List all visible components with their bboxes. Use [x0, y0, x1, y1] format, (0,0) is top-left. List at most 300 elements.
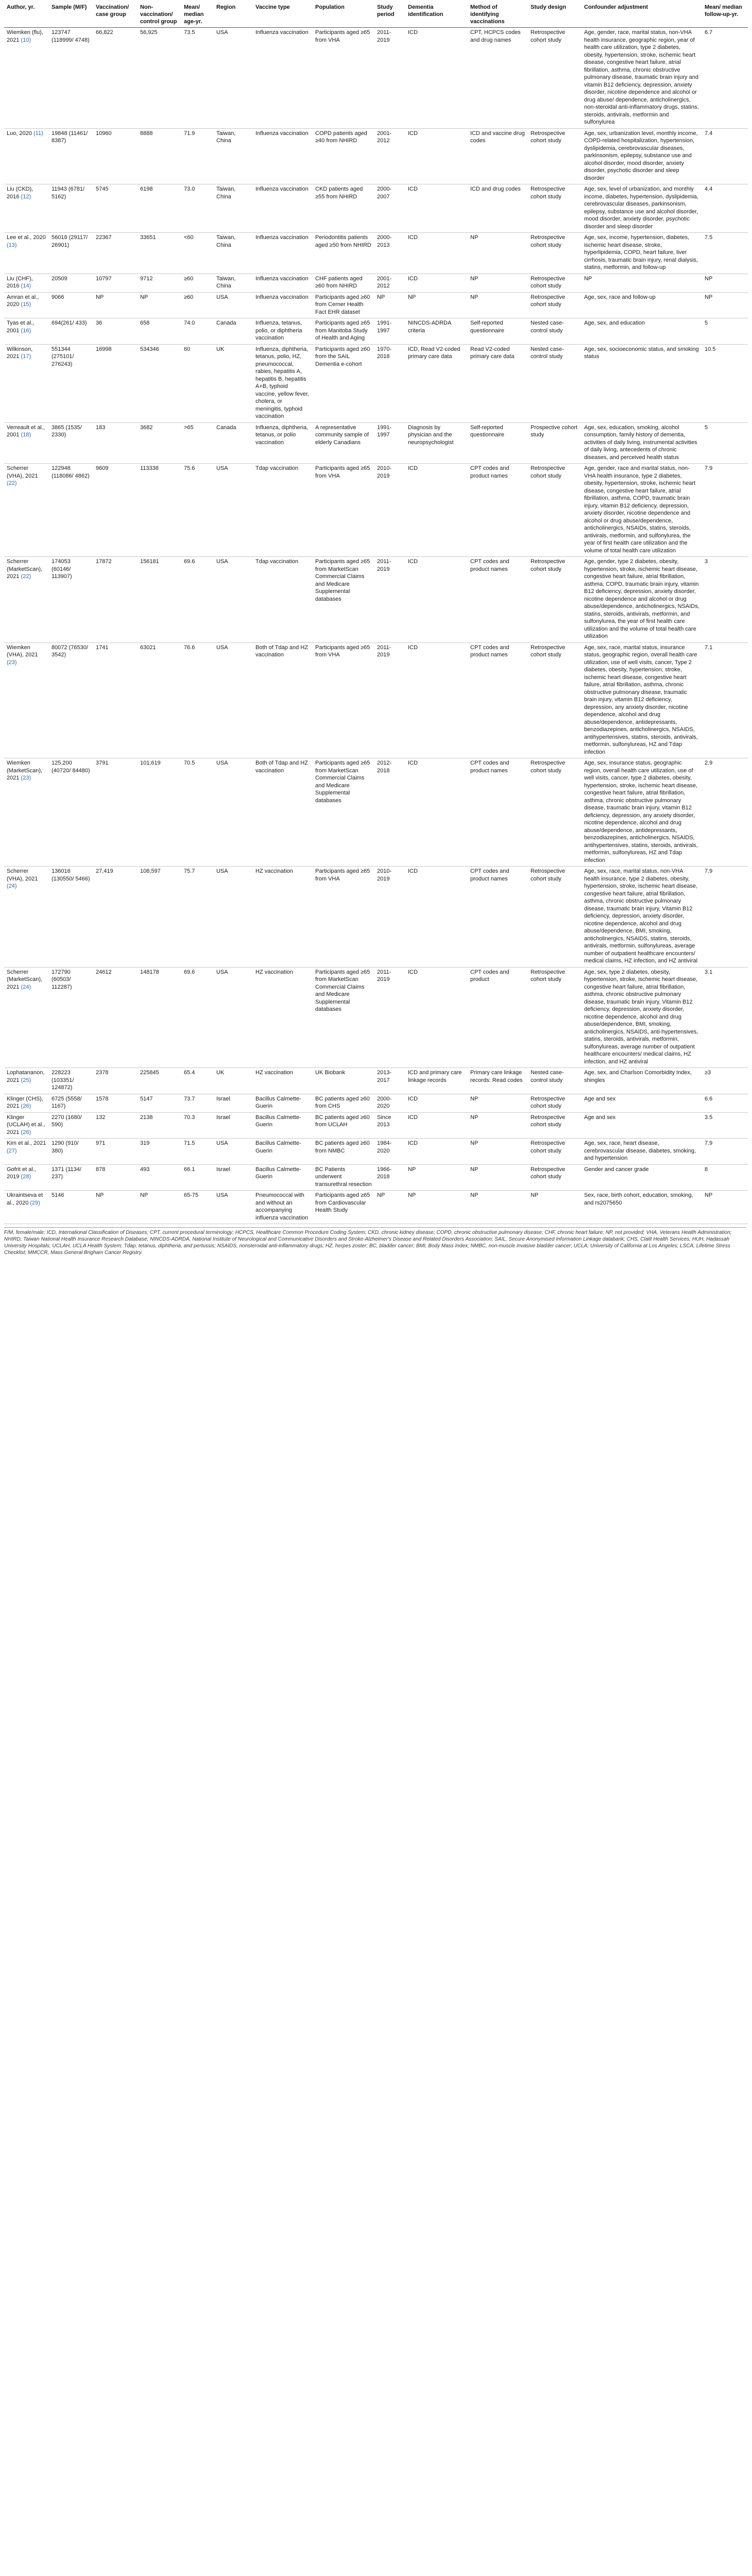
- cell-study-design: Retrospective cohort study: [528, 233, 582, 274]
- cell-case-group: NP: [93, 1191, 138, 1224]
- study-characteristics-table: [4, 2, 748, 1224]
- cell-age: ≥60: [181, 274, 214, 292]
- cell-vaccine-type: HZ vaccination: [253, 867, 313, 968]
- table-header-row: [4, 2, 748, 28]
- cell-sample: 125,200 (40720/ 84480): [49, 758, 93, 867]
- cell-age: 69.6: [181, 967, 214, 1068]
- cell-population: Participants aged ≥60 from the SAIL Dementia e-cohort: [313, 344, 374, 422]
- cell-follow-up: 3.5: [702, 1112, 748, 1139]
- cell-sample: 56018 (29117/ 26901): [49, 233, 93, 274]
- cell-sample: 122948 (118086/ 4862): [49, 464, 93, 557]
- cell-control-group: 5147: [138, 1094, 181, 1112]
- cell-sample: 1371 (1134/ 237): [49, 1164, 93, 1191]
- header-vaccine-type: Vaccine type: [253, 2, 313, 28]
- cell-follow-up: 7.9: [702, 1139, 748, 1165]
- cell-vaccination-method: CPT codes and product names: [468, 557, 528, 643]
- reference-link[interactable]: (15): [21, 301, 31, 308]
- cell-study-period: 2010-2019: [374, 464, 405, 557]
- cell-study-period: 1984-2020: [374, 1139, 405, 1165]
- cell-author: [4, 1094, 49, 1112]
- cell-region: Canada: [214, 422, 253, 464]
- cell-region: USA: [214, 28, 253, 129]
- cell-study-design: Retrospective cohort study: [528, 1112, 582, 1139]
- cell-vaccination-method: NP: [468, 292, 528, 318]
- cell-sample: 228223 (103351/ 124872): [49, 1068, 93, 1094]
- cell-case-group: 10797: [93, 274, 138, 292]
- cell-population: A representative community sample of elderly Canadians: [313, 422, 374, 464]
- cell-confounder-adjustment: Age and sex: [582, 1094, 702, 1112]
- cell-vaccine-type: Influenza vaccination: [253, 28, 313, 129]
- cell-study-design: Retrospective cohort study: [528, 184, 582, 233]
- cell-study-design: Nested case-control study: [528, 1068, 582, 1094]
- cell-population: Participants aged ≥65 from Manitoba Study of Health and Aging: [313, 318, 374, 345]
- cell-study-period: 1991-1997: [374, 318, 405, 345]
- cell-dementia-identification: ICD: [405, 1094, 468, 1112]
- author-name: Ukraintseva et al., 2020: [7, 1192, 43, 1206]
- cell-vaccine-type: HZ vaccination: [253, 1068, 313, 1094]
- cell-case-group: 9609: [93, 464, 138, 557]
- author-name: Kim et al., 2021: [7, 1140, 46, 1146]
- cell-dementia-identification: ICD and primary care linkage records: [405, 1068, 468, 1094]
- cell-study-period: NP: [374, 1191, 405, 1224]
- cell-follow-up: 7.5: [702, 233, 748, 274]
- cell-confounder-adjustment: Age, sex, and Charlson Comorbidity Index, shingles: [582, 1068, 702, 1094]
- cell-vaccination-method: NP: [468, 274, 528, 292]
- reference-link[interactable]: (12): [21, 193, 31, 200]
- author-name: Verreault et al., 2001: [7, 424, 45, 438]
- cell-author: [4, 464, 49, 557]
- cell-control-group: 156181: [138, 557, 181, 643]
- cell-confounder-adjustment: Age, gender, race and marital status, non-VHA health insurance, type 2 diabetes, obesity, hypertension, stroke, ischemic heart disease, congestive heart failure, atrial fibrillation, asthma, COPD, traumatic brain injury, vitamin B12 deficiency, depression, anxiety disorder, nicotine dependence and alcohol or drug abuse/dependence, anticholinergics, NSAIDs, statins, steroids, antivirals, metformin, and sulfonylurea, the year of first health care utilization and the volume of total health care utilization: [582, 464, 702, 557]
- header-age: Mean/ median age-yr.: [181, 2, 214, 28]
- cell-region: USA: [214, 758, 253, 867]
- header-follow-up: Mean/ median follow-up-yr.: [702, 2, 748, 28]
- cell-case-group: NP: [93, 292, 138, 318]
- cell-dementia-identification: ICD: [405, 867, 468, 968]
- header-region: Region: [214, 2, 253, 28]
- cell-case-group: 22367: [93, 233, 138, 274]
- reference-link[interactable]: (24): [21, 984, 31, 990]
- table-row: [4, 1068, 748, 1094]
- cell-dementia-identification: ICD: [405, 28, 468, 129]
- table-row: [4, 28, 748, 129]
- cell-region: USA: [214, 867, 253, 968]
- cell-follow-up: 8: [702, 1164, 748, 1191]
- cell-confounder-adjustment: Gender and cancer grade: [582, 1164, 702, 1191]
- cell-vaccination-method: CPT codes and product names: [468, 642, 528, 758]
- cell-sample: 5146: [49, 1191, 93, 1224]
- cell-confounder-adjustment: Age, gender, type 2 diabetes, obesity, hypertension, stroke, ischemic heart disease, congestive heart failure, atrial fibrillation, asthma, COPD, traumatic brain injury, vitamin B12 deficiency, depression, anxiety disorder, nicotine dependence and alcohol or drug abuse/dependence, anticholinergics, NSAIDs, statins, steroids, antivirals, metformin, and sulfonylurea, the year of first health care utilization and the volume of total health care utilization: [582, 557, 702, 643]
- cell-study-period: 2001-2012: [374, 274, 405, 292]
- cell-control-group: 108,597: [138, 867, 181, 968]
- reference-link[interactable]: (29): [30, 1199, 40, 1206]
- cell-study-design: Retrospective cohort study: [528, 1094, 582, 1112]
- cell-dementia-identification: ICD: [405, 184, 468, 233]
- author-name: Wiemken (VHA), 2021: [7, 644, 38, 658]
- cell-vaccination-method: NP: [468, 1164, 528, 1191]
- cell-population: Participants aged ≥65 from MarketScan Commercial Claims and Medicare Supplemental databases: [313, 557, 374, 643]
- cell-case-group: 2378: [93, 1068, 138, 1094]
- author-name: Wiemken (flu), 2021: [7, 29, 43, 43]
- cell-confounder-adjustment: Age, sex, and education: [582, 318, 702, 345]
- reference-link[interactable]: (22): [21, 573, 31, 580]
- cell-study-design: Retrospective cohort study: [528, 642, 582, 758]
- cell-author: [4, 557, 49, 643]
- cell-population: BC patients aged ≥60 from CHS: [313, 1094, 374, 1112]
- reference-link[interactable]: (25): [21, 1077, 31, 1083]
- reference-link[interactable]: (23): [21, 775, 31, 781]
- cell-age: 66.1: [181, 1164, 214, 1191]
- cell-age: >65: [181, 422, 214, 464]
- cell-study-design: Nested case-control study: [528, 344, 582, 422]
- cell-age: 71.5: [181, 1139, 214, 1165]
- cell-control-group: NP: [138, 292, 181, 318]
- cell-age: 71.9: [181, 128, 214, 184]
- cell-sample: 9066: [49, 292, 93, 318]
- cell-vaccine-type: Bacillus Calmette-Guerin: [253, 1164, 313, 1191]
- header-confounder-adjustment: Confounder adjustment: [582, 2, 702, 28]
- cell-case-group: 3791: [93, 758, 138, 867]
- header-author: Author, yr.: [4, 2, 49, 28]
- cell-control-group: 658: [138, 318, 181, 345]
- cell-control-group: 33651: [138, 233, 181, 274]
- table-row: [4, 642, 748, 758]
- cell-case-group: 66,822: [93, 28, 138, 129]
- cell-follow-up: 5: [702, 422, 748, 464]
- cell-sample: 551344 (275101/ 276243): [49, 344, 93, 422]
- table-row: [4, 422, 748, 464]
- cell-follow-up: 6.7: [702, 28, 748, 129]
- author-name: Amran et al., 2020: [7, 294, 39, 308]
- reference-link[interactable]: (26): [21, 1129, 31, 1136]
- cell-vaccination-method: NP: [468, 1191, 528, 1224]
- cell-age: 69.6: [181, 557, 214, 643]
- cell-vaccine-type: Influenza vaccination: [253, 128, 313, 184]
- cell-case-group: 27,419: [93, 867, 138, 968]
- reference-link[interactable]: (18): [21, 432, 31, 438]
- cell-confounder-adjustment: Age, sex, urbanization level, monthly income, COPD-related hospitalization, hypertension, dyslipidemia, cerebrovascular diseases, parkinsonism, epilepsy, substance use and alcohol disorder, mood disorder, anxiety disorder, psychotic disorder and sleep disorder: [582, 128, 702, 184]
- reference-link[interactable]: (22): [7, 480, 17, 486]
- cell-population: Participants aged ≥65 from VHA: [313, 642, 374, 758]
- header-study-design: Study design: [528, 2, 582, 28]
- cell-population: Participants aged ≥65 from VHA: [313, 28, 374, 129]
- cell-dementia-identification: ICD: [405, 642, 468, 758]
- reference-link[interactable]: (24): [7, 883, 17, 889]
- cell-vaccination-method: Primary care linkage records: Read codes: [468, 1068, 528, 1094]
- cell-control-group: 225845: [138, 1068, 181, 1094]
- cell-case-group: 971: [93, 1139, 138, 1165]
- cell-author: [4, 274, 49, 292]
- reference-link[interactable]: (28): [21, 1174, 31, 1180]
- cell-age: 65.4: [181, 1068, 214, 1094]
- cell-dementia-identification: NINCDS-ADRDA criteria: [405, 318, 468, 345]
- table-row: [4, 557, 748, 643]
- cell-region: Israel: [214, 1164, 253, 1191]
- cell-confounder-adjustment: NP: [582, 274, 702, 292]
- table-row: [4, 1139, 748, 1165]
- cell-case-group: 10960: [93, 128, 138, 184]
- cell-age: 70.3: [181, 1112, 214, 1139]
- cell-case-group: 36: [93, 318, 138, 345]
- cell-follow-up: 6.6: [702, 1094, 748, 1112]
- cell-population: Participants aged ≥60 from Cerner Health Fact EHR dataset: [313, 292, 374, 318]
- cell-age: 73.0: [181, 184, 214, 233]
- reference-link[interactable]: (14): [21, 283, 31, 289]
- cell-population: Participants aged ≥65 from MarketScan Commercial Claims and Medicare Supplemental databases: [313, 758, 374, 867]
- header-vaccination-method: Method of identifying vaccinations: [468, 2, 528, 28]
- cell-control-group: NP: [138, 1191, 181, 1224]
- cell-region: UK: [214, 1068, 253, 1094]
- cell-sample: 1290 (910/ 380): [49, 1139, 93, 1165]
- cell-study-period: 2000-2020: [374, 1094, 405, 1112]
- reference-link[interactable]: (27): [7, 1147, 17, 1154]
- reference-link[interactable]: (26): [21, 1103, 31, 1109]
- cell-control-group: 56,925: [138, 28, 181, 129]
- cell-follow-up: 7.9: [702, 867, 748, 968]
- cell-dementia-identification: NP: [405, 292, 468, 318]
- cell-sample: 20509: [49, 274, 93, 292]
- cell-study-period: 2012-2018: [374, 758, 405, 867]
- cell-sample: 694(261/ 433): [49, 318, 93, 345]
- cell-vaccination-method: CPT, HCPCS codes and drug names: [468, 28, 528, 129]
- cell-author: [4, 128, 49, 184]
- table-footnote: F/M, female/male; ICD, International Classification of Diseases; CPT, current procedural terminology; HCPCS, Healthcare Common Procedure Coding System; CKD, chronic kidney disease; COPD, chronic obstructive pulmonary disease; CHF, chronic heart failure; NP, not provided; VHA, Veterans Health Administration; NHIRD, Taiwan National Health Insurance Research Database; NINCDS-ADRDA, National Institute of Neurological and Communicative Disorders and Stroke-Alzheimer's Disease and Related Disorders Association; SAIL, Secure Anonymised Information Linkage databank; CHS, Clalit Health Services; HUH, Hadassah University Hospitals; UCLAH, UCLA Health System; Tdap, tetanus, diphtheria, and pertussis; NSAIDS, nonsteroidal anti-inflammatory drugs; HZ, herpes zoster; BC, bladder cancer; BMI, Body Mass Index; NMBC, non-muscle invasive bladder cancer; UCLA, University of California at Los Angeles; LSCA, Lifetime Stress Checklist; MMCCR, Mass General Brigham Cancer Registry.: [4, 1227, 746, 1256]
- table-row: [4, 1094, 748, 1112]
- cell-vaccination-method: ICD and vaccine drug codes: [468, 128, 528, 184]
- cell-follow-up: 3.1: [702, 967, 748, 1068]
- cell-vaccine-type: HZ vaccination: [253, 967, 313, 1068]
- reference-link[interactable]: (17): [21, 353, 31, 360]
- reference-link[interactable]: (10): [21, 37, 31, 43]
- cell-region: USA: [214, 464, 253, 557]
- cell-population: CHF patients aged ≥60 from NHIRD: [313, 274, 374, 292]
- cell-region: Canada: [214, 318, 253, 345]
- cell-follow-up: 4.4: [702, 184, 748, 233]
- author-name: Scherrer (VHA), 2021: [7, 465, 38, 479]
- header-study-period: Study period: [374, 2, 405, 28]
- cell-sample: 123747 (118999/ 4748): [49, 28, 93, 129]
- cell-follow-up: 2.9: [702, 758, 748, 867]
- table-row: [4, 1164, 748, 1191]
- cell-sample: 11943 (6781/ 5162): [49, 184, 93, 233]
- cell-control-group: 101,619: [138, 758, 181, 867]
- cell-control-group: 148178: [138, 967, 181, 1068]
- cell-dementia-identification: Diagnosis by physician and the neuropsychologist: [405, 422, 468, 464]
- reference-link[interactable]: (11): [33, 130, 43, 137]
- cell-vaccine-type: Influenza vaccination: [253, 184, 313, 233]
- cell-region: USA: [214, 1191, 253, 1224]
- cell-dementia-identification: ICD: [405, 464, 468, 557]
- cell-vaccine-type: Bacillus Calmette-Guerin: [253, 1112, 313, 1139]
- cell-author: [4, 422, 49, 464]
- cell-follow-up: 7.9: [702, 464, 748, 557]
- cell-control-group: 493: [138, 1164, 181, 1191]
- cell-age: 60: [181, 344, 214, 422]
- cell-sample: 136016 (130550/ 5466): [49, 867, 93, 968]
- cell-author: [4, 1164, 49, 1191]
- cell-confounder-adjustment: Age, sex, race, marital status, non-VHA health insurance, type 2 diabetes, obesity, hypertension, stroke, ischemic heart disease, congestive heart failure, atrial fibrillation, asthma, chronic obstructive pulmonary disease, traumatic brain injury, Vitamin B12 deficiency, depression, anxiety disorder, nicotine dependence, alcohol and drug abuse/dependence, BMI, smoking, anticholinergics, NSAIDS, statins, steroids, antivirals, metformin, sulfonylureas, average number of outpatient healthcare encounters/ medical claims, HZ infection, and HZ antiviral: [582, 867, 702, 968]
- cell-region: USA: [214, 642, 253, 758]
- cell-author: [4, 1112, 49, 1139]
- cell-vaccine-type: Influenza vaccination: [253, 274, 313, 292]
- cell-author: [4, 642, 49, 758]
- cell-dementia-identification: ICD: [405, 758, 468, 867]
- cell-author: [4, 233, 49, 274]
- cell-confounder-adjustment: Age, sex, socioeconomic status, and smoking status: [582, 344, 702, 422]
- cell-case-group: 1741: [93, 642, 138, 758]
- cell-author: [4, 28, 49, 129]
- cell-study-design: Retrospective cohort study: [528, 557, 582, 643]
- cell-vaccine-type: Influenza, tetanus, polio, or diphtheria vaccination: [253, 318, 313, 345]
- table-row: [4, 464, 748, 557]
- cell-case-group: 17872: [93, 557, 138, 643]
- cell-vaccine-type: Influenza, diphtheria, tetanus, or polio vaccination: [253, 422, 313, 464]
- cell-author: [4, 1068, 49, 1094]
- cell-dementia-identification: NP: [405, 1164, 468, 1191]
- cell-vaccine-type: Pneumococcal with and without an accompanying influenza vaccination: [253, 1191, 313, 1224]
- cell-study-design: Retrospective cohort study: [528, 758, 582, 867]
- cell-follow-up: ≥3: [702, 1068, 748, 1094]
- author-name: Liu (CKD), 2016: [7, 186, 33, 200]
- author-name: Wiemken (MarketScan), 2021: [7, 760, 43, 781]
- header-case-group: Vaccination/ case group: [93, 2, 138, 28]
- cell-population: CKD patients aged ≥55 from NHIRD: [313, 184, 374, 233]
- cell-study-design: Retrospective cohort study: [528, 1139, 582, 1165]
- cell-author: [4, 184, 49, 233]
- cell-study-period: 1991-1997: [374, 422, 405, 464]
- author-name: Luo, 2020: [7, 130, 32, 137]
- author-name: Gofrit et al., 2019: [7, 1166, 36, 1180]
- cell-author: [4, 1139, 49, 1165]
- reference-link[interactable]: (23): [7, 659, 17, 666]
- cell-case-group: 132: [93, 1112, 138, 1139]
- table-body: [4, 28, 748, 1224]
- cell-study-design: Retrospective cohort study: [528, 28, 582, 129]
- cell-population: BC patients aged ≥60 from UCLAH: [313, 1112, 374, 1139]
- cell-study-period: Since 2013: [374, 1112, 405, 1139]
- author-name: Tyas et al., 2001: [7, 320, 35, 334]
- cell-region: UK: [214, 344, 253, 422]
- cell-study-period: 2010-2019: [374, 867, 405, 968]
- cell-author: [4, 318, 49, 345]
- author-name: Lee et al., 2020: [7, 234, 46, 241]
- cell-region: Taiwan, China: [214, 233, 253, 274]
- cell-vaccination-method: CPT codes and product: [468, 967, 528, 1068]
- cell-case-group: 878: [93, 1164, 138, 1191]
- cell-confounder-adjustment: Age, sex, level of urbanization, and monthly income, diabetes, hypertension, dyslipidemia, cerebrovascular diseases, parkinsonism, epilepsy, substance use and alcohol disorder, mood disorder, anxiety disorder, psychotic disorder and sleep disorder: [582, 184, 702, 233]
- cell-population: Participants aged ≥65 from MarketScan Commercial Claims and Medicare Supplemental databases: [313, 967, 374, 1068]
- cell-vaccine-type: Tdap vaccination: [253, 464, 313, 557]
- cell-vaccination-method: Self-reported questionnaire: [468, 318, 528, 345]
- cell-vaccine-type: Influenza, diphtheria, tetanus, polio, HZ, pneumococcal, rabies, hepatitis A, hepatitis B, hepatitis A+B, typhoid vaccine, yellow fever, cholera, or meningitis, typhoid vaccination: [253, 344, 313, 422]
- table-row: [4, 318, 748, 345]
- reference-link[interactable]: (16): [21, 327, 31, 334]
- reference-link[interactable]: (13): [7, 242, 17, 248]
- header-dementia-identification: Dementia identification: [405, 2, 468, 28]
- cell-control-group: 6198: [138, 184, 181, 233]
- cell-study-design: Retrospective cohort study: [528, 292, 582, 318]
- author-name: Klinger (CHS), 2021: [7, 1095, 43, 1109]
- cell-study-period: 2011-2019: [374, 642, 405, 758]
- cell-author: [4, 758, 49, 867]
- table-row: [4, 1112, 748, 1139]
- cell-age: ≥60: [181, 292, 214, 318]
- cell-vaccine-type: Bacillus Calmette-Guerin: [253, 1139, 313, 1165]
- cell-author: [4, 867, 49, 968]
- table-row: [4, 967, 748, 1068]
- cell-study-period: NP: [374, 292, 405, 318]
- cell-author: [4, 292, 49, 318]
- cell-vaccination-method: NP: [468, 1094, 528, 1112]
- cell-study-design: Retrospective cohort study: [528, 867, 582, 968]
- cell-study-period: 2011-2019: [374, 967, 405, 1068]
- cell-vaccination-method: ICD and drug codes: [468, 184, 528, 233]
- cell-confounder-adjustment: Age, sex, race, marital status, insurance status, geographic region, overall health care utilization, use of well visits, cancer, Type 2 diabetes, obesity, hypertension, stroke, ischemic heart disease, congestive heart failure, atrial fibrillation, asthma, chronic obstructive pulmonary disease, traumatic brain injury, vitamin B12 deficiency, depression, any anxiety disorder, nicotine dependence, alcohol and drug abuse/dependence, antidepressants, benzodiazepines, anticholinergics, NSAIDS, antihypertensives, statins, steroids, antivirals, metformin, sulfonylureas, HZ and Tdap infection: [582, 642, 702, 758]
- cell-study-design: NP: [528, 1191, 582, 1224]
- table-row: [4, 274, 748, 292]
- cell-author: [4, 344, 49, 422]
- cell-study-design: Retrospective cohort study: [528, 464, 582, 557]
- cell-study-design: Prospective cohort study: [528, 422, 582, 464]
- table-row: [4, 233, 748, 274]
- cell-region: Taiwan, China: [214, 274, 253, 292]
- cell-confounder-adjustment: Age, gender, race, marital status, non-VHA health insurance, geographic region, year of health care utilization, type 2 diabetes, obesity, hypertension, stroke, ischemic heart disease, congestive heart failure, atrial fibrillation, asthma, chronic obstructive pulmonary disease, traumatic brain injury and vitamin B12 deficiency, depression, anxiety disorder, nicotine dependence and alcohol or drug abuse/ dependence, anticholinergics, non-steroidal anti-inflammatory drugs, statins, steroids, antivirals, metformin and sulfonylurea: [582, 28, 702, 129]
- cell-region: USA: [214, 292, 253, 318]
- cell-case-group: 183: [93, 422, 138, 464]
- cell-study-design: Retrospective cohort study: [528, 1164, 582, 1191]
- cell-author: [4, 967, 49, 1068]
- cell-region: USA: [214, 967, 253, 1068]
- cell-follow-up: 5: [702, 318, 748, 345]
- cell-study-period: 2011-2019: [374, 557, 405, 643]
- cell-vaccination-method: NP: [468, 1139, 528, 1165]
- cell-study-period: 1970-2018: [374, 344, 405, 422]
- cell-vaccination-method: CPT codes and product names: [468, 464, 528, 557]
- cell-age: 73.7: [181, 1094, 214, 1112]
- author-name: Scherrer (VHA), 2021: [7, 868, 38, 882]
- cell-study-design: Retrospective cohort study: [528, 128, 582, 184]
- cell-population: Participants aged ≥65 from VHA: [313, 867, 374, 968]
- cell-control-group: 534346: [138, 344, 181, 422]
- cell-region: Israel: [214, 1112, 253, 1139]
- cell-follow-up: NP: [702, 274, 748, 292]
- cell-age: <60: [181, 233, 214, 274]
- cell-sample: 174053 (60146/ 113907): [49, 557, 93, 643]
- cell-dementia-identification: ICD: [405, 128, 468, 184]
- cell-control-group: 2138: [138, 1112, 181, 1139]
- header-population: Population: [313, 2, 374, 28]
- table-row: [4, 1191, 748, 1224]
- cell-dementia-identification: ICD: [405, 233, 468, 274]
- cell-follow-up: 7.4: [702, 128, 748, 184]
- cell-population: BC Patients underwent transurethral resection: [313, 1164, 374, 1191]
- cell-population: Periodontitis patients aged ≥50 from NHIRD: [313, 233, 374, 274]
- cell-sample: 6725 (5558/ 1167): [49, 1094, 93, 1112]
- cell-control-group: 8888: [138, 128, 181, 184]
- cell-study-period: 2000-2007: [374, 184, 405, 233]
- cell-vaccination-method: Read V2-coded primary care data: [468, 344, 528, 422]
- cell-age: 75.7: [181, 867, 214, 968]
- cell-study-design: Retrospective cohort study: [528, 274, 582, 292]
- cell-control-group: 319: [138, 1139, 181, 1165]
- cell-vaccination-method: NP: [468, 1112, 528, 1139]
- table-row: [4, 184, 748, 233]
- cell-confounder-adjustment: Age, sex, education, smoking, alcohol consumption, family history of dementia, activities of daily living, instrumental activities of daily living, antecedents of chronic diseases, and perceived health status: [582, 422, 702, 464]
- cell-age: 70.5: [181, 758, 214, 867]
- cell-population: BC patients aged ≥60 from NMBC: [313, 1139, 374, 1165]
- cell-case-group: 16998: [93, 344, 138, 422]
- cell-population: Participants aged ≥65 from VHA: [313, 464, 374, 557]
